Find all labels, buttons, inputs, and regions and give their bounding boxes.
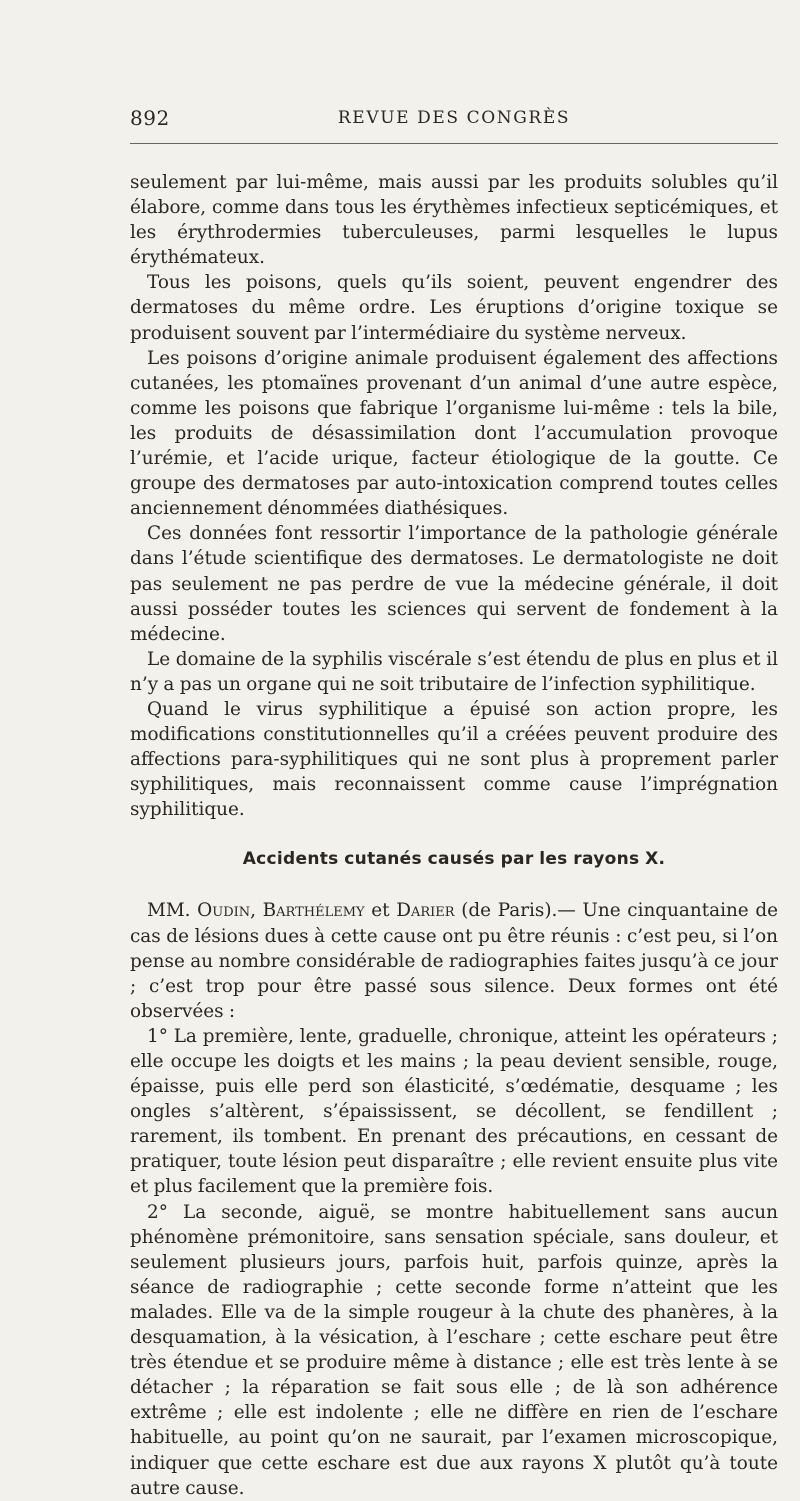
section-heading: Accidents cutanés causés par les rayons X. bbox=[242, 849, 666, 870]
author-barthelemy: Barthélemy bbox=[262, 900, 365, 922]
author-darier: Darier bbox=[396, 900, 455, 922]
page-number: 892 bbox=[130, 106, 170, 130]
page-header bbox=[130, 106, 778, 136]
header-rule bbox=[130, 143, 778, 144]
separator: , bbox=[250, 900, 263, 922]
running-title: REVUE DES CONGRÈS bbox=[337, 108, 571, 128]
separator: et bbox=[364, 900, 397, 922]
paragraph: Tous les poisons, quels qu’ils soient, peuvent engendrer des dermatoses du même ordre. Les éruptions d’origine toxique se produisent souvent par l’intermédiaire du système nerveux. bbox=[130, 272, 778, 344]
paragraph: Ces données font ressortir l’importance de la pathologie générale dans l’étude scientifique des dermatoses. Le dermatologiste ne doit pas seulement ne pas perdre de vue la médecine générale, il doit aussi posséder toutes les sciences qui servent de fondement à la médecine. bbox=[130, 523, 778, 645]
intro-text: (de Paris).— Une cinquantaine de cas de lésions dues à cette cause ont pu être réunis : c’est peu, si l’on pense au nombre considérable de radiographies faites jusqu’à ce jour ; c’est trop pour être passé sous silence. Deux formes ont été observées : bbox=[130, 900, 778, 1022]
section-intro bbox=[130, 898, 778, 1023]
paragraph: Quand le virus syphilitique a épuisé son action propre, les modifications constitutionnelles qu’il a créées peuvent produire des affections para-syphilitiques qui ne sont plus à proprement parler syphilitiques, mais reconnaissent comme cause l’imprégnation syphilitique. bbox=[130, 698, 778, 821]
intro-prefix: MM. bbox=[147, 900, 198, 922]
article-body bbox=[130, 170, 778, 1501]
paragraph-second-form: 2° La seconde, aiguë, se montre habituellement sans aucun phénomène prémonitoire, sans sensation spéciale, sans douleur, et seulement plusieurs jours, parfois huit, parfois quinze, après la séance de radiographie ; cette seconde forme n’atteint que les malades. Elle va de la simple rougeur à la chute des phanères, à la desquamation, à la vésication, à l’eschare ; cette eschare peut être très étendue et se produire même à distance ; elle est très lente à se détacher ; la réparation se fait sous elle ; de là son adhérence extrême ; elle est indolente ; elle ne diffère en rien de l’eschare habituelle, au point qu’on ne saurait, par l’examen microscopique, indiquer que cette eschare est due aux rayons X plutôt qu’à toute autre cause. bbox=[130, 1201, 778, 1499]
paragraph-first-form: 1° La première, lente, graduelle, chronique, atteint les opérateurs ; elle occupe les doigts et les mains ; la peau devient sensible, rouge, épaisse, puis elle perd son élasticité, s’œdématie, desquame ; les ongles s’altèrent, s’épaississent, se décollent, se fendillent ; rarement, ils tombent. En prenant des précautions, en cessant de pratiquer, toute lésion peut disparaître ; elle revient ensuite plus vite et plus facilement que la première fois. bbox=[130, 1025, 778, 1198]
paragraph: Le domaine de la syphilis viscérale s’est étendu de plus en plus et il n’y a pas un organe qui ne soit tributaire de l’infection syphilitique. bbox=[130, 648, 778, 695]
author-oudin: Oudin bbox=[197, 900, 251, 922]
paragraph: seulement par lui-même, mais aussi par les produits solubles qu’il élabore, comme dans tous les érythèmes infectieux septicémiques, et les érythrodermies tuberculeuses, parmi lesquelles le lupus érythémateux. bbox=[130, 172, 778, 269]
paragraph: Les poisons d’origine animale produisent également des affections cutanées, les ptomaïnes provenant d’un animal d’une autre espèce, comme les poisons que fabrique l’organisme lui-même : tels la bile, les produits de désassimilation dont l’accumulation provoque l’urémie, et l’acide urique, facteur étiologique de la goutte. Ce groupe des dermatoses par auto-intoxication comprend toutes celles anciennement dénommées diathésiques. bbox=[130, 347, 778, 520]
